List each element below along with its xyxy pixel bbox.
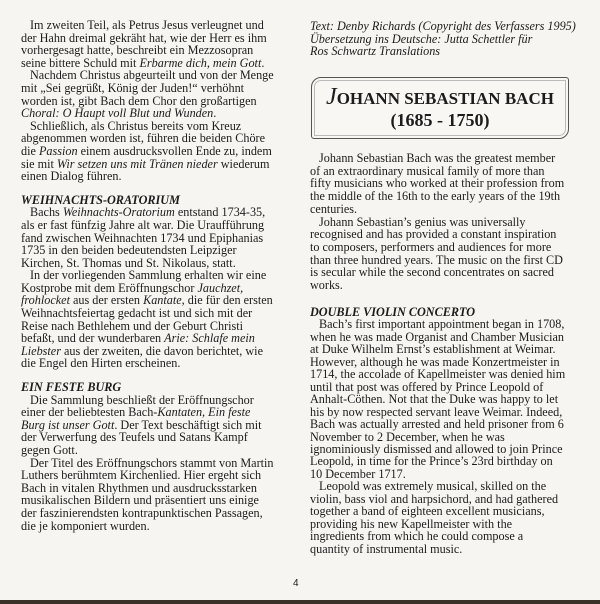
text: of an extraordinary musical family of more than	[310, 163, 545, 178]
text: musikalischen Bildern und präsentiert uns einige	[21, 493, 259, 508]
text: November to 2 December, when he was	[310, 429, 505, 444]
paragraph	[21, 120, 293, 183]
text: than three hundred years. The music on the first CD	[310, 252, 563, 267]
text: violin, bass viol and harpsichord, and had gathered	[310, 491, 559, 506]
text: Die Sammlung beschließt der Eröffnungschor	[30, 392, 254, 407]
text: In der vorliegenden Sammlung erhalten wir eine	[30, 268, 267, 283]
decorative-initial: J	[326, 84, 337, 110]
text: providing his new Kapellmeister with the	[310, 516, 513, 531]
text: vorhergesagt hatte, beschreibt ein Mezzosopran	[21, 43, 254, 58]
text: aus der zweiten, die davon berichtet, wie	[60, 343, 263, 358]
italic-text: Weihnachts-Oratorium	[62, 205, 175, 220]
text: als er fast fünfzig Jahre alt war. Die Uraufführung	[21, 217, 265, 232]
text: mit „Sei gegrüßt, König der Juden!“ verhöhnt	[21, 80, 245, 95]
paragraph	[310, 216, 588, 292]
paragraph	[21, 69, 293, 119]
text-line	[21, 357, 293, 370]
italic-text: Choral: O Haupt voll Blut und Wunden	[21, 106, 214, 121]
text: der faszinierendsten kontrapunktischen Passagen,	[21, 505, 263, 520]
text: gegen Gott.	[21, 443, 78, 457]
text: die je komponiert wurden.	[21, 518, 150, 533]
text: at Duke Wilhelm Ernst’s establishment at Weimar.	[310, 342, 556, 357]
scan-edge	[0, 600, 600, 604]
text: recognised and has provided a constant inspiration	[310, 227, 557, 242]
text-line	[310, 279, 588, 292]
text: sie mit	[21, 156, 57, 171]
text: centuries.	[310, 201, 358, 216]
text: Schließlich, als Christus bereits vom Kreuz	[30, 118, 242, 133]
composer-name-rest: OHANN SEBASTIAN BACH	[336, 89, 554, 108]
credits	[310, 20, 585, 58]
page-number: 4	[293, 578, 299, 589]
text: ignominiously dismissed and allowed to join Prince	[310, 441, 563, 456]
text: Anhalt-Cöthen. Not that the Duke was happy to let	[310, 392, 559, 407]
text: , die für den ersten	[181, 293, 273, 308]
paragraph	[310, 318, 588, 480]
text: works.	[310, 278, 343, 293]
text: Johann Sebastian Bach was the greatest member	[319, 151, 556, 165]
text: when he was made Organist and Chamber Musician	[310, 329, 564, 344]
text: Bach in vitalen Rhythmen und ausdrucksstarken	[21, 480, 257, 495]
text: entstand 1734-35,	[174, 205, 266, 220]
italic-text: frohlocket	[21, 293, 70, 308]
text: .	[261, 55, 265, 70]
text: Kostprobe mit dem Eröffnungschor	[21, 280, 198, 295]
text: fifty musicians who worked at their profession from	[310, 176, 565, 191]
paragraph	[21, 457, 293, 533]
text: together a band of eighteen excellent musicians,	[310, 504, 545, 519]
italic-text: Kantaten, Ein feste	[157, 405, 251, 420]
paragraph	[21, 394, 293, 457]
english-concerto-section	[310, 306, 588, 555]
text: der Hahn dreimal gekräht hat, wie der Herr es ihm	[21, 30, 267, 45]
italic-text: Burg ist unser Gott	[21, 417, 115, 432]
text: die Engel den Hirten erscheinen.	[21, 356, 181, 371]
section-heading: WEIHNACHTS-ORATORIUM	[21, 192, 180, 207]
paragraph	[21, 19, 293, 69]
italic-text: Wir setzen uns mit Tränen nieder	[56, 156, 218, 171]
italic-text: Passion	[38, 143, 78, 158]
text: fand zwischen Weihnachten 1734 und Epiphanias	[21, 230, 264, 245]
text: Reise nach Bethlehem und der Geburt Christi	[21, 318, 244, 333]
text: Bach was actually arrested and held prisoner from 6	[310, 417, 564, 432]
text: Bachs	[30, 205, 63, 220]
text: quantity of instrumental music.	[310, 541, 463, 556]
section-heading: EIN FESTE BURG	[21, 380, 122, 395]
text: seine bittere Schuld mit	[21, 55, 140, 70]
italic-text: Arie: Schlafe mein	[164, 331, 255, 346]
paragraph	[310, 152, 588, 216]
text: aus der ersten	[69, 293, 144, 308]
text: Leopold was extremely musical, skilled on the	[319, 479, 547, 494]
text: Weihnachtsfeiertag gedacht ist und sich mit der	[21, 306, 253, 321]
text: to composers, performers and audiences for more	[310, 239, 552, 254]
text-line	[310, 543, 588, 555]
text-line	[21, 170, 293, 183]
text: einen Dialog führen.	[21, 169, 122, 184]
german-text-column	[21, 19, 293, 532]
text: the middle of the 16th to the early years of the 19th	[310, 189, 561, 204]
credit-line: Übersetzung ins Deutsche: Jutta Schettler für	[310, 31, 533, 46]
credit-line: Ros Schwartz Translations	[310, 44, 441, 59]
text: Kirchen, St. Thomas und St. Nikolaus, statt.	[21, 255, 236, 270]
text: Nachdem Christus abgeurteilt und von der Menge	[30, 68, 274, 83]
credit-line: Text: Denby Richards (Copyright des Verfassers 1995)	[310, 19, 576, 33]
section-heading: DOUBLE VIOLIN CONCERTO	[310, 305, 476, 319]
text: Im zweiten Teil, als Petrus Jesus verleugnet und	[30, 18, 264, 32]
text: Leopold, in time for the Prince’s 23rd birthday on	[310, 454, 553, 469]
composer-dates: (1685 - 1750)	[390, 110, 490, 130]
text: 1714, the accolade of Kapellmeister was denied him	[310, 367, 566, 382]
italic-text: Liebster	[21, 343, 61, 358]
text-line	[310, 266, 588, 279]
text: . Der Text beschäftigt sich mit	[114, 417, 262, 432]
text-line	[21, 520, 293, 533]
text: befaßt, und der wunderbaren	[21, 331, 165, 346]
text: However, although he was made Konzertmeister in	[310, 354, 560, 369]
text: Der Titel des Eröffnungschors stammt von Martin	[30, 455, 274, 470]
paragraph	[21, 269, 293, 370]
title-box	[311, 77, 569, 139]
text: der Verwerfung des Teufels und Satans Kampf	[21, 430, 248, 445]
english-intro	[310, 152, 588, 292]
text: is secular while the second concentrates on sacred	[310, 265, 554, 280]
text: 10 December 1717.	[310, 466, 406, 481]
text: einem ausdrucksvollen Ende zu, indem	[77, 143, 272, 158]
composer-name	[312, 85, 568, 109]
text: die	[21, 143, 39, 158]
text: wiederum	[217, 156, 270, 171]
text: his by now respected servant leave Weimar. Indeed,	[310, 404, 563, 419]
text: Johann Sebastian’s genius was universally	[319, 214, 526, 229]
text: 1735 in den beiden bedeutendsten Leipziger	[21, 243, 237, 258]
text: until that post was offered by Prince Leopold of	[310, 379, 544, 394]
text: worden ist, gibt Bach dem Chor den großartigen	[21, 93, 257, 108]
italic-text: Kantate	[143, 293, 182, 308]
text: abgenommen worden ist, führen die beiden Chöre	[21, 131, 266, 146]
text: ingredients from which he could compose a	[310, 529, 524, 544]
italic-text: Erbarme dich, mein Gott	[139, 55, 262, 70]
text: .	[213, 106, 217, 121]
text: Bach’s first important appointment began in 1708,	[319, 317, 565, 332]
text: einer der beliebtesten Bach-	[21, 405, 158, 420]
italic-text: Jauchzet,	[197, 280, 244, 295]
paragraph	[310, 480, 588, 555]
text: Luthers berühmtem Kirchenlied. Hier ergeht sich	[21, 468, 262, 483]
paragraph	[21, 206, 293, 269]
